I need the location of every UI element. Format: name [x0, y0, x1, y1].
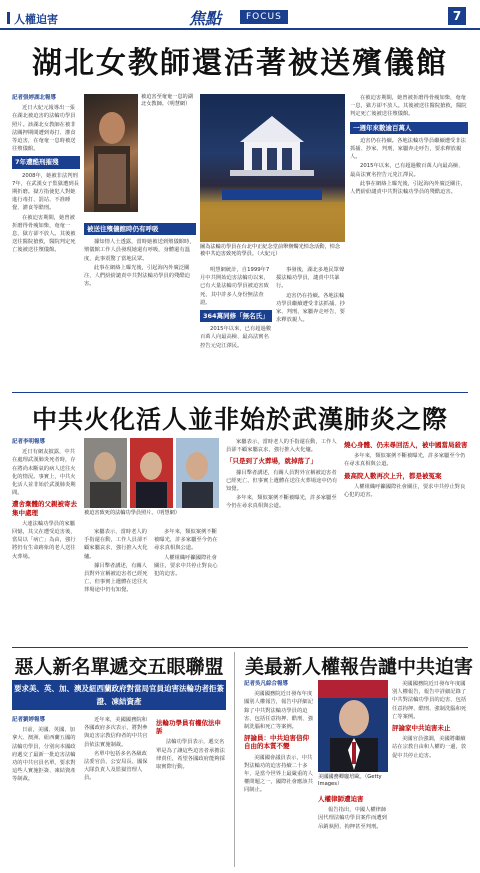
victim-photo [84, 94, 138, 212]
section-label: 人權迫害 [14, 13, 58, 26]
story3-body1: 日前，美國、英國、加拿大、澳洲、紐西蘭五國的法輪功學員，分別向本國政府遞交了最新一批迫害法輪功的中共官員名單，要求對這些人實施拒簽、凍結資產等制裁。 [12, 727, 76, 783]
story1-subhead: 7年遭酷刑摧殘 [12, 156, 80, 168]
section-divider-1 [12, 392, 468, 393]
story2-column-4 [226, 438, 338, 644]
story2-column-5 [344, 438, 468, 644]
story4-subhead-b: 評論員：中共迫害信仰自由的本質不變 [244, 734, 309, 751]
portraits-caption: 被迫害致死的法輪功學員照片。（明慧網） [84, 510, 180, 516]
story4-column-1 [244, 680, 314, 866]
story3-column-3 [156, 716, 226, 866]
story2-subhead-a: 遭舍棄體的父親被寄去集中處理 [12, 500, 77, 517]
page-number: 7 [448, 7, 466, 25]
story1-body7-a: 迫害仍在持續。各地法輪功學員繼續遭受非法抓捕、抄家、判刑，家屬奔走呼告，要求釋放親人。 [276, 292, 345, 324]
story2-body3: 據目擊者講述，有關人員對外宣稱被迫害者已經死亡，但事實上遺體在送往火葬場途中仍有知覺。 [226, 469, 338, 493]
story2-body5-left: 人權組織呼籲國際社會關注，要求中共停止對良心犯的迫害。 [154, 554, 218, 578]
pompeo-photo-caption: 美國國務卿龐培歐。（Getty Images） [318, 774, 382, 788]
story2-headline: 中共火化活人並非始於武漢肺炎之際 [31, 405, 448, 434]
story3-body2: 近年來，美國國務院和各國政府多次表示，將對參與迫害宗教信仰者的中共官員依法實施制裁。 [84, 717, 148, 748]
story4-body3: 美國國會議員表示，中共對法輪功的迫害持續二十多年，是當今世界上最嚴重的人權問題之一，國際社會應該共同制止。 [244, 754, 313, 794]
story4-subhead-c: 評論家中共迫害未止 [392, 724, 451, 733]
story1-mid-caption: 事發後，湖北多地民眾聲援法輪功學員，譴責中共暴行。 [276, 267, 345, 290]
story2-subhead-c: 燒心身體、仍未尋回活人，被中國當局殺害 [344, 441, 468, 449]
story1-body6-right: 2015年以來，已有超過數百萬人向最高檢、最高法實名控告元兇江澤民。 [350, 163, 464, 178]
story2-column-2 [84, 528, 149, 644]
story3-body4: 法輪功學員表示，遞交名單是為了讓這些迫害者承擔法律責任，希望各國政府能夠採取實際行動。 [156, 739, 225, 771]
story1-body2-right: 在被迫害期間，她曾被折磨得骨瘦如柴，奄奄一息，獄方卻不放人。其後被送往醫院搶救，醫院判定死亡後被送往殯儀館。 [350, 95, 467, 118]
pompeo-photo [318, 680, 388, 772]
story2-lead: 近日有網友披露，中共在處理武漢肺炎死者時，存在將尚未斷氣的病人送往火化的情況。事實上，中共火化活人並非始於武漢肺炎期間。 [12, 449, 76, 497]
story1-column-4 [276, 266, 346, 384]
story4-subhead: 人權律師遭迫害 [318, 795, 364, 803]
story2-body1: 大連法輪功學員的家屬回憶，其父在遭受迫害後，當局以「病亡」為由，強行將仍有生命跡象的老人送往火葬場。 [12, 520, 76, 560]
story2-byline: 記者李明報導 [12, 439, 46, 445]
portrait-photo-2 [130, 438, 173, 508]
story2-body4: 多年來，類似案例不斷被曝光，許多家屬至今仍在尋求真相與公道。 [226, 495, 337, 510]
story1-headline: 湖北女教師還活著被送殯儀館 [32, 46, 448, 81]
portrait-photo-1 [84, 438, 127, 508]
victim-photo-caption: 被迫害至奄奄一息的湖北女教師。（明慧網） [141, 94, 193, 108]
story2-body5: 人權組織呼籲國際社會關注，要求中共停止對良心犯的迫害。 [344, 483, 466, 499]
story4-headline: 美最新人權報告譴中共迫害 [244, 656, 473, 678]
story2-column-1 [12, 438, 80, 644]
story3-headline: 惡人新名單遞交五眼聯盟 [14, 656, 224, 678]
memorial-photo [200, 94, 345, 242]
story4-byline: 記者吳凡綜合報導 [244, 681, 289, 687]
story1-subhead-c: 364萬同修「無名氏」 [200, 310, 272, 322]
story4-column-2 [318, 792, 388, 866]
story1-body7: 迫害仍在持續。各地法輪功學員繼續遭受非法抓捕、抄家、判刑，家屬奔走呼告，要求釋放親人。 [350, 137, 466, 161]
story2-column-3 [154, 528, 220, 644]
column-divider [234, 652, 235, 867]
story4-column-3 [392, 680, 468, 866]
story3-byline: 記者劉婷報導 [12, 717, 46, 723]
story1-body4-right: 此事在網絡上曝光後，引起海內外廣泛關注，人們紛紛譴責中共對法輪功學員的殘酷迫害。 [350, 180, 466, 196]
story2-body4-r: 多年來，類似案例不斷被曝光，許多家屬至今仍在尋求真相與公道。 [344, 453, 466, 468]
page-header [0, 0, 480, 30]
story1-column-1 [12, 94, 80, 384]
focus-tag: FOCUS [240, 10, 288, 24]
story1-body6: 2015年以來，已有超過數百萬人向最高檢、最高法實名控告元兇江澤民。 [200, 326, 272, 349]
section-divider-2 [12, 647, 468, 648]
story1-column-3 [200, 266, 272, 384]
story1-body2: 在被迫害期間，她曾被折磨得骨瘦如柴，奄奄一息，獄方卻不放人。其後被送往醫院搶救，醫院判定死亡後被送往殯儀館。 [12, 214, 76, 254]
story3-column-2 [84, 716, 152, 866]
memorial-photo-caption: 圖為法輪功學員在台北中正紀念堂前舉辦燭光悼念活動，悼念被中共迫害致死的學員。（大紀元） [200, 244, 341, 258]
story4-body1-r: 美國國務院近日發布年度國別人權報告，報告中詳細記錄了中共對法輪功學員的迫害，包括任意拘押、酷刑、強制洗腦和死亡等案例。 [392, 681, 467, 720]
story1-body1: 2008年，她被非法判刑7年，在武漢女子監獄遭到長期折磨。獄方指使犯人對她進行毒打、罰站、不准睡覺、灌食等酷刑。 [12, 172, 79, 212]
story1-body5: 明慧網統計，自1999年7月中共開始迫害法輪功以來，已有大量法輪功學員被迫害致死，其中許多人身份無法查證。 [200, 267, 270, 306]
story2-body2: 家屬表示，當時老人的手指還在動，工作人員卻不顧家屬哀求，強行推入火化爐。 [84, 529, 148, 560]
story1-body4: 此事在網絡上曝光後，引起海內外廣泛關注，人們紛紛譴責中共對法輪功學員的殘酷迫害。 [84, 264, 190, 288]
story4-body2: 報告指出，中國人權律師因代理法輪功學員案件而遭到吊銷執照、拘押甚至判刑。 [318, 807, 387, 830]
story1-byline: 記者張婷湖北報導 [12, 95, 57, 101]
story2-body3-left: 據目擊者講述，有關人員對外宣稱被迫害者已經死亡，但事實上遺體在送往火葬場途中仍有知覺。 [84, 562, 148, 594]
story1-column-5 [350, 94, 468, 384]
story3-column-1 [12, 716, 80, 866]
story1-subhead-d: 一週年來數逾百萬人 [350, 122, 468, 134]
masthead-logo: 焦點 [189, 9, 222, 28]
story4-body4: 美國官員強調，美國將繼續站在宗教自由和人權的一邊，敦促中共停止迫害。 [392, 736, 467, 759]
story1-subhead-b: 被送往殯儀館時仍有呼吸 [84, 223, 196, 235]
story1-body3: 據知情人士透露，當時她被送到殯儀館時，殯儀館工作人員發現她還有呼吸，身體還有溫度，此事震驚了當地民眾。 [84, 239, 195, 262]
story2-subhead-b: 「只是到了火葬場，就掉落了」 [226, 457, 317, 466]
story2-body4-left: 多年來，類似案例不斷被曝光，許多家屬至今仍在尋求真相與公道。 [154, 529, 218, 552]
story3-body3: 名單中包括多名各級政法委官員、公安局長、國保大隊負責人及監獄管理人員。 [84, 750, 148, 782]
story3-subtitle-box: 要求美、英、加、澳及紐西蘭政府對當局官員迫害法輪功者拒簽證、凍結資產 [12, 680, 226, 710]
story2-subhead-d: 最高院人數再次上升，都是被冤案 [344, 471, 442, 480]
story3-subhead: 法輪功學員有權依法申訴 [156, 719, 221, 736]
story1-column-2 [84, 220, 196, 385]
story1-lead: 近日大紀元報導出一張在湖北被迫害的法輪功學員照片。該湖北女教師在被非法關押期間遭到毒打、灌食等迫害，在奄奄一息時被送往殯儀館。 [12, 105, 76, 153]
portrait-photo-3 [176, 438, 219, 508]
story2-body2-r: 家屬表示，當時老人的手指還在動，工作人員卻不顧家屬哀求，強行推入火化爐。 [226, 439, 337, 454]
story4-body1: 美國國務院近日發布年度國別人權報告，報告中詳細記錄了中共對法輪功學員的迫害，包括任意拘押、酷刑、強制洗腦和死亡等案例。 [244, 691, 313, 731]
